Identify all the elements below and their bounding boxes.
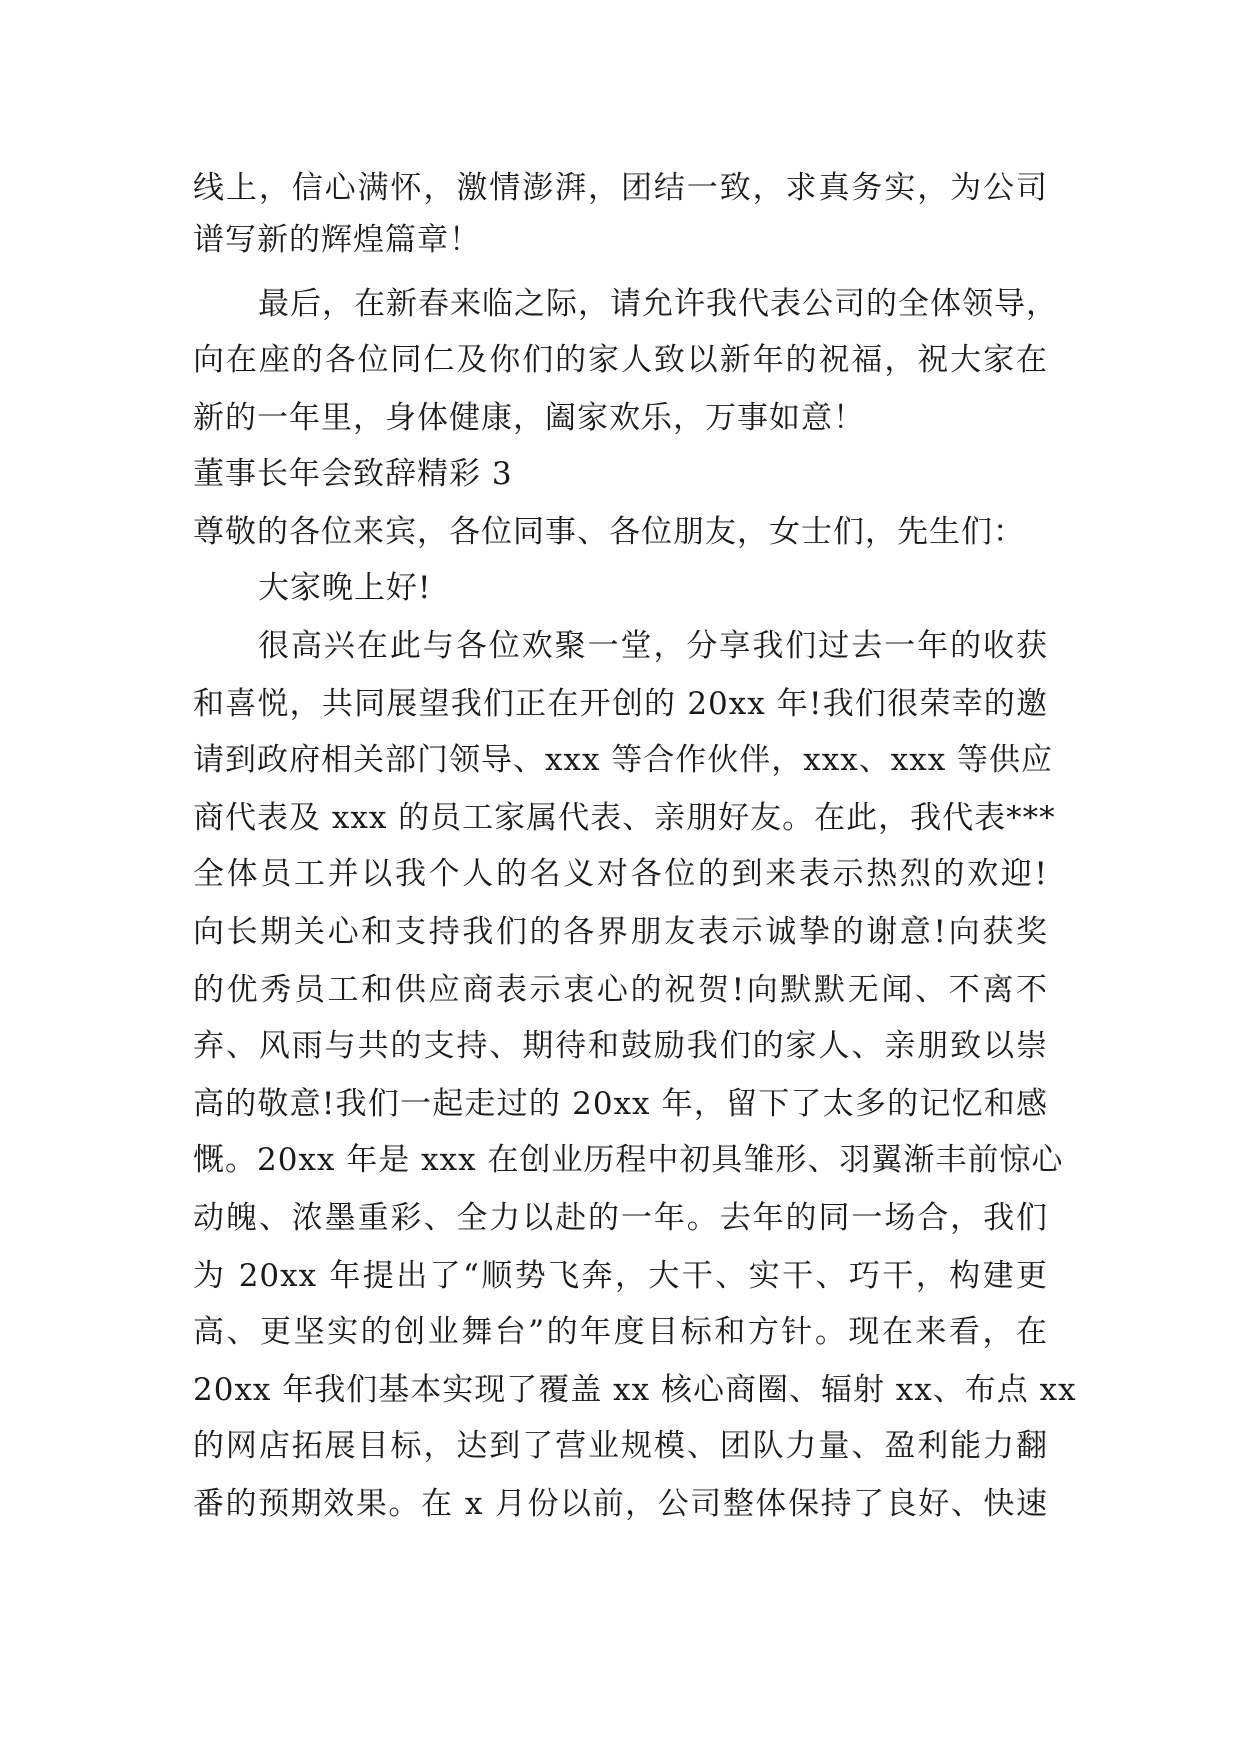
text-line: 弃、风雨与共的支持、期待和鼓励我们的家人、亲朋致以崇: [193, 1028, 1048, 1064]
text-line: 谱写新的辉煌篇章！: [193, 222, 481, 258]
section-heading: 董事长年会致辞精彩 3: [193, 456, 513, 492]
text-line: 全体员工并以我个人的名义对各位的到来表示热烈的欢迎!: [193, 856, 1048, 892]
text-line: 番的预期效果。在 x 月份以前，公司整体保持了良好、快速: [193, 1486, 1048, 1522]
text-line: 和喜悦，共同展望我们正在开创的 20xx 年!我们很荣幸的邀: [193, 686, 1048, 722]
text-line: 高、更坚实的创业舞台”的年度目标和方针。现在来看，在: [193, 1314, 1048, 1350]
text-line: 的网店拓展目标，达到了营业规模、团队力量、盈利能力翻: [193, 1428, 1048, 1464]
text-line: 请到政府相关部门领导、xxx 等合作伙伴，xxx、xxx 等供应: [193, 742, 1054, 778]
text-line: 慨。20xx 年是 xxx 在创业历程中初具雏形、羽翼渐丰前惊心: [193, 1142, 1064, 1178]
text-line: 很高兴在此与各位欢聚一堂，分享我们过去一年的收获: [258, 628, 1048, 664]
greeting: 大家晚上好!: [258, 570, 432, 606]
salutation: 尊敬的各位来宾，各位同事、各位朋友，女士们，先生们：: [193, 514, 1025, 550]
text-line: 最后，在新春来临之际，请允许我代表公司的全体领导，: [258, 286, 1058, 322]
text-line: 向在座的各位同仁及你们的家人致以新年的祝福，祝大家在: [193, 342, 1048, 378]
text-line: 的优秀员工和供应商表示衷心的祝贺!向默默无闻、不离不: [193, 972, 1048, 1008]
text-line: 线上，信心满怀，激情澎湃，团结一致，求真务实，为公司: [193, 170, 1048, 206]
text-line: 高的敬意!我们一起走过的 20xx 年，留下了太多的记忆和感: [193, 1086, 1048, 1122]
text-line: 为 20xx 年提出了“顺势飞奔，大干、实干、巧干，构建更: [193, 1258, 1048, 1294]
text-line: 向长期关心和支持我们的各界朋友表示诚挚的谢意!向获奖: [193, 914, 1048, 950]
text-line: 动魄、浓墨重彩、全力以赴的一年。去年的同一场合，我们: [193, 1200, 1048, 1236]
text-line: 新的一年里，身体健康，阖家欢乐，万事如意！: [193, 400, 865, 436]
text-line: 20xx 年我们基本实现了覆盖 xx 核心商圈、辐射 xx、布点 xx: [193, 1372, 1077, 1408]
text-line: 商代表及 xxx 的员工家属代表、亲朋好友。在此，我代表***: [193, 800, 1056, 836]
